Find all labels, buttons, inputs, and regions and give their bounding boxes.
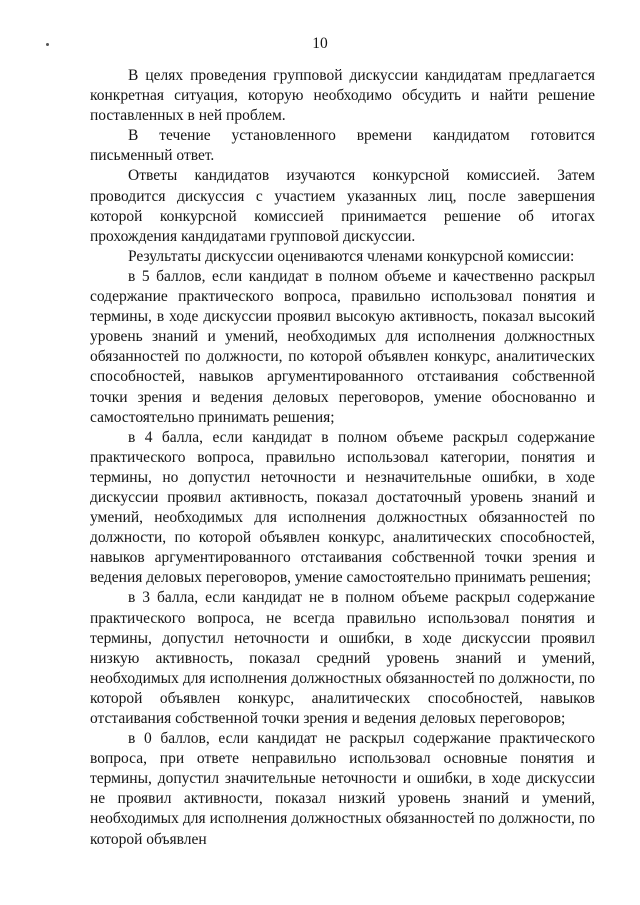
paragraph: в 3 балла, если кандидат не в полном объеме раскрыл содержание практического вопроса, не всегда правильно использовал понятия и термины, допустил неточности и ошибки, в ходе дискуссии проявил низкую активность, показал средний уровень знаний и умений, необходимых для исполнения должностных обязанностей по должности, по которой объявлен конкурс, аналитических способностей, навыков отстаивания собственной точки зрения и ведения деловых переговоров; <box>90 589 595 727</box>
paragraph: В целях проведения групповой дискуссии кандидатам предлагается конкретная ситуация, которую необходимо обсудить и найти решение поставленных в ней проблем. <box>90 67 595 125</box>
paragraph: в 0 баллов, если кандидат не раскрыл содержание практического вопроса, при ответе неправильно использовал основные понятия и термины, допустил значительные неточности и ошибки, в ходе дискуссии не проявил активности, показал низкий уровень знаний и умений, необходимых для исполнения должностных обязанностей по должности, по которой объявлен <box>90 730 595 848</box>
paragraph: в 4 балла, если кандидат в полном объеме раскрыл содержание практического вопроса, правильно использовал категории, понятия и термины, но допустил неточности и незначительные ошибки, в ходе дискуссии проявил активность, показал достаточный уровень знаний и умений, необходимых для исполнения должностных обязанностей по должности, по которой объявлен конкурс, аналитических способностей, навыков аргументированного отстаивания собственной точки зрения и ведения деловых переговоров, умение самостоятельно принимать решения; <box>90 428 595 587</box>
paragraph: в 5 баллов, если кандидат в полном объеме и качественно раскрыл содержание практического вопроса, правильно использовал понятия и термины, в ходе дискуссии проявил высокую активность, показал высокий уровень знаний и умений, необходимых для исполнения должностных обязанностей по должности, по которой объявлен конкурс, аналитических способностей, навыков аргументированного отстаивания собственной точки зрения и ведения деловых переговоров, умение обоснованно и самостоятельно принимать решения; <box>90 267 595 426</box>
document-body <box>90 66 595 850</box>
paragraph: В течение установленного времени кандидатом готовится письменный ответ. <box>90 127 595 165</box>
paragraph: Результаты дискуссии оцениваются членами конкурсной комиссии: <box>128 247 575 265</box>
page-number: 10 <box>312 35 328 52</box>
paragraph: Ответы кандидатов изучаются конкурсной комиссией. Затем проводится дискуссия с участием указанных лиц, после завершения которой конкурсной комиссией принимается решение об итогах прохождения кандидатами групповой дискуссии. <box>90 167 595 245</box>
